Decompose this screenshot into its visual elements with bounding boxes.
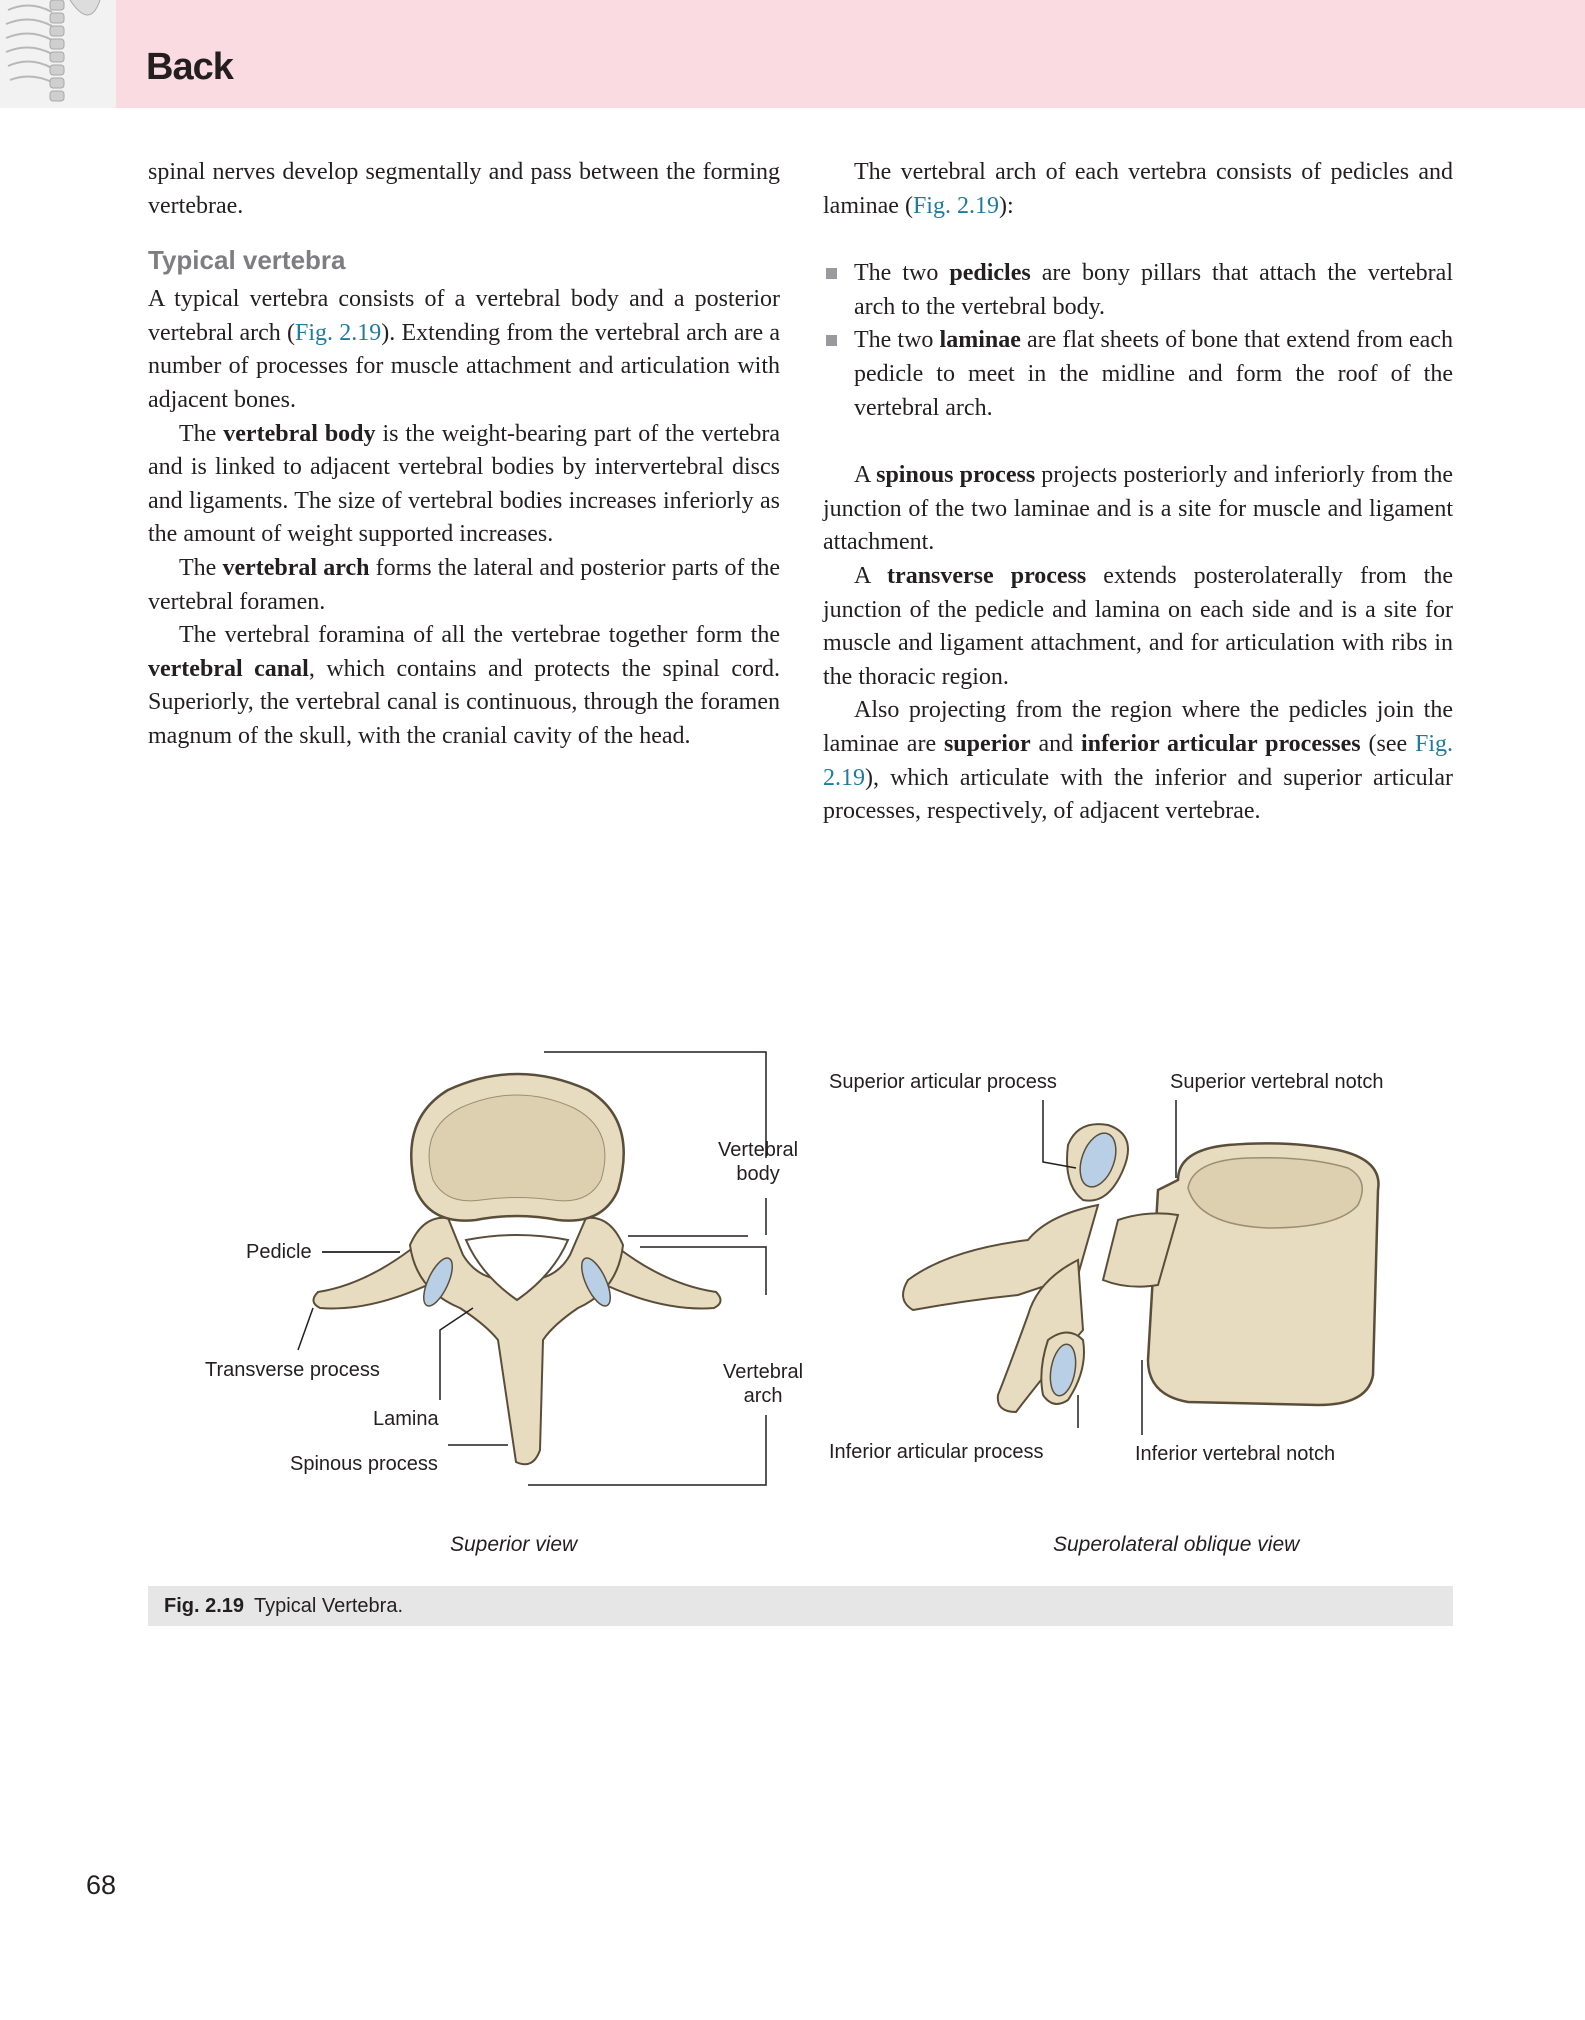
oblique-view-drawing: [903, 1100, 1378, 1435]
paragraph-spinous-process: A spinous process projects posteriorly and inferiorly from the junction of the two laminae and is a site for muscle and ligament attachment.: [823, 462, 1453, 556]
paragraph-typical-vertebra: A typical vertebra consists of a vertebral body and a posterior vertebral arch (Fig. 2.19). Extending from the vertebral arch are a number of processes for muscle attachment and articulation with adjacent bones.: [148, 286, 781, 413]
label-vertebral-arch: Vertebral arch: [723, 1361, 804, 1407]
paragraph-arch-parts: The vertebral arch of each vertebra consists of pedicles and laminae (Fig. 2.19):: [823, 159, 1453, 219]
label-vertebral-body: Vertebral body: [718, 1139, 799, 1185]
arch-parts-list: [823, 257, 1453, 425]
label-transverse-process: Transverse process: [205, 1359, 380, 1381]
label-spinous-process: Spinous process: [290, 1453, 438, 1475]
spine-thumbnail-icon: [0, 0, 116, 108]
label-superior-articular-process: Superior articular process: [829, 1071, 1057, 1093]
section-title: Back: [146, 46, 233, 88]
right-text-column: [823, 156, 1453, 829]
superior-view-drawing: [298, 1052, 766, 1485]
list-item: The two pedicles are bony pillars that attach the vertebral arch to the vertebral body.: [823, 257, 1453, 324]
label-inferior-articular-process: Inferior articular process: [829, 1441, 1044, 1463]
paragraph-vertebral-arch: The vertebral arch forms the lateral and posterior parts of the vertebral foramen.: [148, 554, 780, 615]
vertebra-illustration: [148, 1040, 1453, 1580]
figure-reference-link[interactable]: Fig. 2.19: [912, 192, 999, 219]
paragraph-articular-processes: Also projecting from the region where the pedicles join the laminae are superior and inferior articular processes (see Fig. 2.19), which articulate with the inferior and superior articular processes, respectively, of adjacent vertebrae.: [823, 697, 1453, 825]
header-band: [116, 0, 1585, 108]
figure-reference-link[interactable]: Fig. 2.19: [295, 319, 382, 346]
square-bullet-icon: [826, 268, 837, 279]
figure-reference-link[interactable]: Fig. 2.19: [823, 730, 1453, 791]
intro-paragraph: spinal nerves develop segmentally and pass between the forming vertebrae.: [148, 159, 780, 219]
square-bullet-icon: [826, 335, 837, 346]
label-inferior-vertebral-notch: Inferior vertebral notch: [1135, 1443, 1336, 1465]
label-superior-vertebral-notch: Superior vertebral notch: [1170, 1071, 1384, 1093]
paragraph-transverse-process: A transverse process extends posterolaterally from the junction of the pedicle and lamina on each side and is a site for muscle and ligament attachment, and for articulation with ribs in the thoracic region.: [823, 562, 1453, 690]
figure-caption: Fig. 2.19 Typical Vertebra.: [148, 1586, 1453, 1626]
superior-view-caption: Superior view: [450, 1533, 578, 1556]
paragraph-vertebral-canal: The vertebral foramina of all the vertebrae together form the vertebral canal, which contains and protects the spinal cord. Superiorly, the vertebral canal is continuous, through the foramen magnum of the skull, with the cranial cavity of the head.: [148, 622, 780, 749]
paragraph-vertebral-body: The vertebral body is the weight-bearing part of the vertebra and is linked to adjacent vertebral bodies by intervertebral discs and ligaments. The size of vertebral bodies increases inferiorly as the amount of weight supported increases.: [148, 420, 781, 548]
list-item: The two laminae are flat sheets of bone that extend from each pedicle to meet in the midline and form the roof of the vertebral arch.: [823, 324, 1453, 425]
subheading-typical-vertebra: Typical vertebra: [148, 245, 346, 276]
page-number: 68: [86, 1870, 117, 1900]
figure-2-19: [148, 1040, 1453, 1580]
label-lamina: Lamina: [373, 1408, 439, 1430]
label-pedicle: Pedicle: [246, 1241, 312, 1263]
oblique-view-caption: Superolateral oblique view: [1053, 1533, 1300, 1556]
left-text-column: [148, 156, 780, 754]
